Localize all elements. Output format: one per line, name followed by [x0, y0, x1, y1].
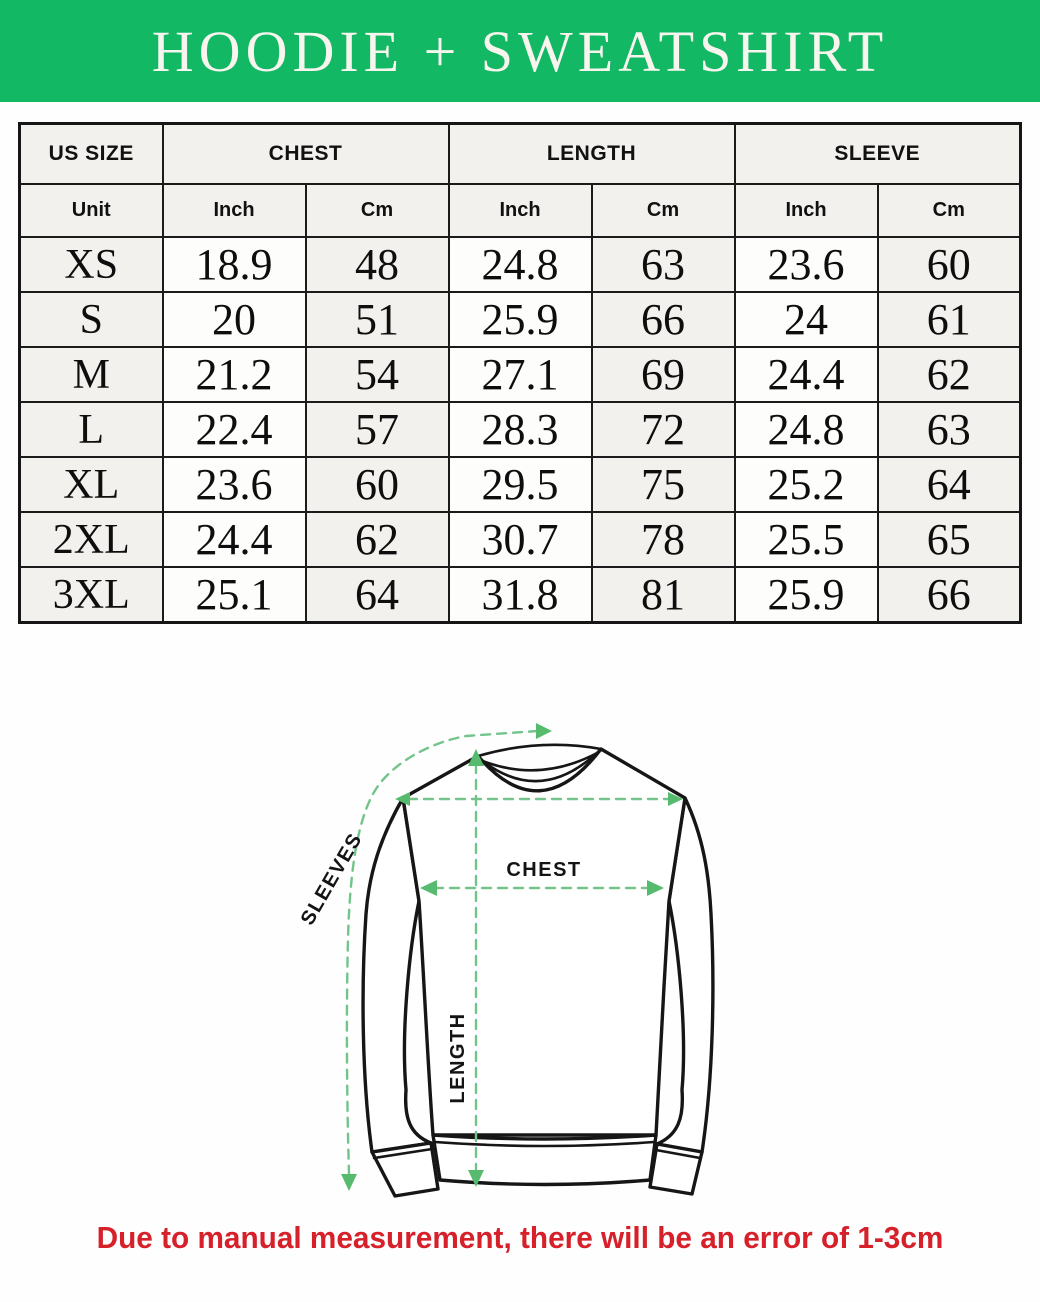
measurement-value: 22.4 — [163, 402, 306, 457]
measurement-value: 23.6 — [735, 237, 878, 292]
unit-header-5: Inch — [735, 184, 878, 237]
measurement-value: 72 — [592, 402, 735, 457]
measurement-value: 64 — [306, 567, 449, 623]
measurement-value: 28.3 — [449, 402, 592, 457]
measurement-disclaimer: Due to manual measurement, there will be an error of 1-3cm — [96, 1220, 944, 1255]
measurement-value: 78 — [592, 512, 735, 567]
measurement-value: 61 — [878, 292, 1021, 347]
size-label: S — [20, 292, 163, 347]
chest-label: CHEST — [506, 859, 582, 881]
measurement-value: 57 — [306, 402, 449, 457]
measurement-value: 24.4 — [163, 512, 306, 567]
measurement-value: 63 — [878, 402, 1021, 457]
sleeve-arrow-down-icon — [341, 1174, 357, 1191]
size-row-xl — [20, 457, 1021, 512]
column-group-sleeve: SLEEVE — [735, 124, 1021, 185]
measurement-value: 24.4 — [735, 347, 878, 402]
size-chart-body — [20, 237, 1021, 623]
measurement-value: 30.7 — [449, 512, 592, 567]
measurement-value: 62 — [306, 512, 449, 567]
measurement-value: 18.9 — [163, 237, 306, 292]
measurement-value: 24 — [735, 292, 878, 347]
measurement-value: 75 — [592, 457, 735, 512]
measurement-value: 21.2 — [163, 347, 306, 402]
measurement-value: 81 — [592, 567, 735, 623]
unit-header-4: Cm — [592, 184, 735, 237]
unit-header-0: Unit — [20, 184, 163, 237]
size-label: L — [20, 402, 163, 457]
measurement-value: 60 — [878, 237, 1021, 292]
size-row-l — [20, 402, 1021, 457]
measurement-value: 48 — [306, 237, 449, 292]
size-row-3xl — [20, 567, 1021, 623]
measurement-value: 66 — [878, 567, 1021, 623]
measurement-value: 24.8 — [735, 402, 878, 457]
page-title: HOODIE + SWEATSHIRT — [151, 18, 889, 84]
size-row-s — [20, 292, 1021, 347]
measurement-value: 29.5 — [449, 457, 592, 512]
length-arrow-up-icon — [468, 749, 484, 766]
title-banner — [0, 0, 1040, 102]
size-label: XL — [20, 457, 163, 512]
measurement-value: 62 — [878, 347, 1021, 402]
unit-header-6: Cm — [878, 184, 1021, 237]
size-row-xs — [20, 237, 1021, 292]
size-chart-header — [20, 124, 1021, 238]
unit-header-3: Inch — [449, 184, 592, 237]
sleeves-label: SLEEVES — [296, 829, 368, 929]
length-label: LENGTH — [447, 1012, 469, 1104]
unit-header-2: Cm — [306, 184, 449, 237]
measurement-value: 24.8 — [449, 237, 592, 292]
collar-top-edge — [478, 745, 601, 756]
column-group-chest: CHEST — [163, 124, 449, 185]
measurement-value: 23.6 — [163, 457, 306, 512]
unit-header-1: Inch — [163, 184, 306, 237]
measurement-value: 25.2 — [735, 457, 878, 512]
measurement-value: 60 — [306, 457, 449, 512]
size-row-m — [20, 347, 1021, 402]
sweatshirt-measurement-diagram — [288, 688, 792, 1222]
size-chart-table — [18, 122, 1022, 624]
sleeve-arrow-right-icon — [536, 723, 552, 739]
measurement-value: 51 — [306, 292, 449, 347]
measurement-value: 54 — [306, 347, 449, 402]
body-outline — [403, 749, 685, 1135]
measurement-value: 20 — [163, 292, 306, 347]
measurement-value: 25.5 — [735, 512, 878, 567]
size-label: 3XL — [20, 567, 163, 623]
left-cuff — [372, 1143, 438, 1196]
collar-rib-1 — [480, 752, 599, 770]
measurement-value: 63 — [592, 237, 735, 292]
column-group-us-size: US SIZE — [20, 124, 163, 185]
size-label: XS — [20, 237, 163, 292]
measurement-value: 31.8 — [449, 567, 592, 623]
measurement-value: 64 — [878, 457, 1021, 512]
column-group-length: LENGTH — [449, 124, 735, 185]
measurement-value: 27.1 — [449, 347, 592, 402]
waistband — [433, 1135, 656, 1185]
measurement-value: 25.9 — [735, 567, 878, 623]
measurement-value: 65 — [878, 512, 1021, 567]
measurement-value: 25.1 — [163, 567, 306, 623]
size-row-2xl — [20, 512, 1021, 567]
size-label: M — [20, 347, 163, 402]
size-label: 2XL — [20, 512, 163, 567]
measurement-value: 66 — [592, 292, 735, 347]
measurement-value: 25.9 — [449, 292, 592, 347]
measurement-value: 69 — [592, 347, 735, 402]
